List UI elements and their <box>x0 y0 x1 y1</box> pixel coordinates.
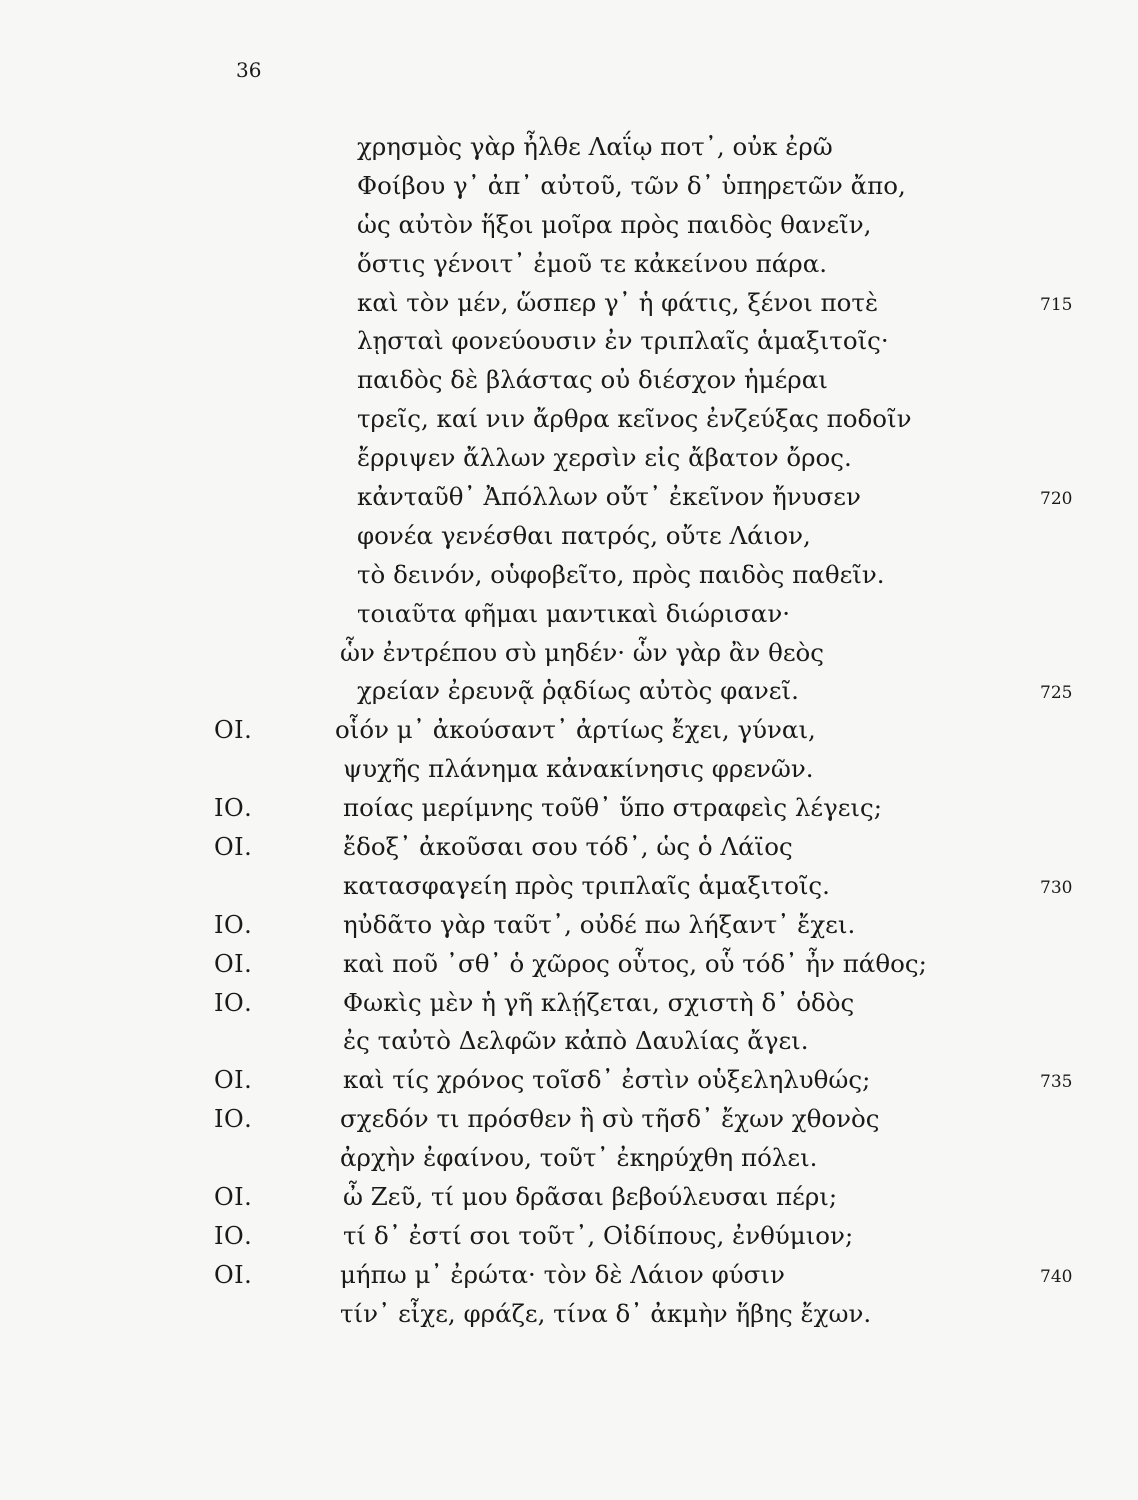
verse-line <box>0 711 1138 750</box>
speaker-label: ΙΟ. <box>214 1221 253 1250</box>
verse-text-line: καὶ τίς χρόνος τοῖσδ᾽ ἐστὶν οὑξεληλυθώς; <box>343 1065 871 1095</box>
verse-text-line: ηὐδᾶτο γὰρ ταῦτ᾽, οὐδέ πω λήξαντ᾽ ἔχει. <box>343 909 856 939</box>
verse-text-line: κἀνταῦθ᾽ Ἀπόλλων οὔτ᾽ ἐκεῖνον ἤνυσεν <box>357 482 861 512</box>
verse-text-line: καὶ τὸν μέν, ὥσπερ γ᾽ ἡ φάτις, ξένοι ποτὲ <box>357 287 879 317</box>
verse-text-line: Φωκὶς μὲν ἡ γῆ κλῄζεται, σχιστὴ δ᾽ ὁδὸς <box>343 987 855 1017</box>
page-number: 36 <box>236 58 262 82</box>
verse-text-line: ἐς ταὐτὸ Δελφῶν κἀπὸ Δαυλίας ἄγει. <box>343 1026 809 1056</box>
verse-text-line: Φοίβου γ᾽ ἀπ᾽ αὐτοῦ, τῶν δ᾽ ὑπηρετῶν ἄπο, <box>357 170 906 200</box>
speaker-label: ΙΟ. <box>214 910 253 939</box>
verse-text-line: ὧν ἐντρέπου σὺ μηδέν· ὧν γὰρ ἂν θεὸς <box>340 637 824 667</box>
verse-line <box>0 1022 1138 1061</box>
verse-text-line: ὅστις γένοιτ᾽ ἐμοῦ τε κἀκείνου πάρα. <box>357 248 828 278</box>
verse-text-line: χρησμὸς γὰρ ἦλθε Λαΐῳ ποτ᾽, οὐκ ἐρῶ <box>357 132 833 161</box>
verse-line <box>0 206 1138 245</box>
verse-line <box>0 284 1138 323</box>
verse-line <box>0 245 1138 284</box>
verse-line <box>0 400 1138 439</box>
verse-line <box>0 595 1138 634</box>
speaker-label: ΟΙ. <box>214 1066 253 1095</box>
verse-line <box>0 867 1138 906</box>
verse-text-line: τὸ δεινόν, οὑφοβεῖτο, πρὸς παιδὸς παθεῖν. <box>357 559 885 589</box>
verse-line <box>0 1178 1138 1217</box>
verse-text-line: μήπω μ᾽ ἐρώτα· τὸν δὲ Λάιον φύσιν <box>340 1259 785 1289</box>
verse-line <box>0 167 1138 206</box>
speaker-label: ΙΟ. <box>214 1105 253 1134</box>
verse-text-line: καὶ ποῦ ᾽σθ᾽ ὁ χῶρος οὗτος, οὗ τόδ᾽ ἦν πάθος; <box>343 948 927 978</box>
speaker-label: ΙΟ. <box>214 794 253 823</box>
speaker-label: ΙΟ. <box>214 988 253 1017</box>
verse-line <box>0 322 1138 361</box>
verse-line <box>0 1256 1138 1295</box>
speaker-label: ΟΙ. <box>214 949 253 978</box>
verse-line <box>0 1217 1138 1256</box>
line-number: 715 <box>1040 294 1073 315</box>
verse-line <box>0 1139 1138 1178</box>
verse-line <box>0 634 1138 673</box>
verse-line <box>0 1100 1138 1139</box>
verse-text-line: τί δ᾽ ἐστί σοι τοῦτ᾽, Οἰδίπους, ἐνθύμιον; <box>343 1220 854 1250</box>
speaker-label: ΟΙ. <box>214 1260 253 1289</box>
verse-line <box>0 439 1138 478</box>
verse-text-line: τρεῖς, καί νιν ἄρθρα κεῖνος ἐνζεύξας ποδοῖν <box>357 404 912 434</box>
verse-text-line: τίν᾽ εἶχε, φράζε, τίνα δ᾽ ἀκμὴν ἥβης ἔχων. <box>340 1298 872 1328</box>
verse-line <box>0 517 1138 556</box>
verse-line <box>0 1295 1138 1334</box>
verse-text-line: τοιαῦτα φῆμαι μαντικαὶ διώρισαν· <box>357 598 790 628</box>
line-number: 740 <box>1040 1266 1073 1287</box>
verse-text-line: οἷόν μ᾽ ἀκούσαντ᾽ ἀρτίως ἔχει, γύναι, <box>335 715 816 745</box>
verse-text-line: σχεδόν τι πρόσθεν ἢ σὺ τῆσδ᾽ ἔχων χθονὸς <box>340 1104 880 1134</box>
verse-line <box>0 361 1138 400</box>
verse-text-line: λῃσταὶ φονεύουσιν ἐν τριπλαῖς ἁμαξιτοῖς· <box>357 326 889 356</box>
verse-text-line: ψυχῆς πλάνημα κἀνακίνησις φρενῶν. <box>343 754 814 784</box>
verse-text-line: φονέα γενέσθαι πατρός, οὔτε Λάιον, <box>357 520 811 550</box>
verse-text-line: ὦ Ζεῦ, τί μου δρᾶσαι βεβούλευσαι πέρι; <box>343 1182 838 1212</box>
verse-line <box>0 906 1138 945</box>
speaker-label: ΟΙ. <box>214 716 253 745</box>
verse-line <box>0 945 1138 984</box>
line-number: 735 <box>1040 1072 1073 1093</box>
verse-line <box>0 672 1138 711</box>
verse-text-line: κατασφαγείη πρὸς τριπλαῖς ἁμαξιτοῖς. <box>343 870 830 900</box>
verse-line <box>0 128 1138 167</box>
verse-text-line: χρείαν ἐρευνᾷ ῥᾳδίως αὐτὸς φανεῖ. <box>357 676 799 706</box>
verse-line <box>0 1061 1138 1100</box>
verse-text <box>0 128 1138 1334</box>
verse-text-line: ὡς αὐτὸν ἥξοι μοῖρα πρὸς παιδὸς θανεῖν, <box>357 209 872 239</box>
verse-line <box>0 984 1138 1023</box>
line-number: 730 <box>1040 877 1073 898</box>
verse-line <box>0 750 1138 789</box>
line-number: 725 <box>1040 683 1073 704</box>
verse-text-line: ἔρριψεν ἄλλων χερσὶν εἰς ἄβατον ὄρος. <box>357 443 852 473</box>
line-number: 720 <box>1040 489 1073 510</box>
verse-text-line: ἀρχὴν ἐφαίνου, τοῦτ᾽ ἐκηρύχθη πόλει. <box>340 1143 818 1173</box>
verse-line <box>0 789 1138 828</box>
verse-text-line: ποίας μερίμνης τοῦθ᾽ ὕπο στραφεὶς λέγεις; <box>343 793 882 823</box>
verse-line <box>0 478 1138 517</box>
speaker-label: ΟΙ. <box>214 1183 253 1212</box>
speaker-label: ΟΙ. <box>214 833 253 862</box>
verse-text-line: παιδὸς δὲ βλάστας οὐ διέσχον ἡμέραι <box>357 365 828 395</box>
verse-line <box>0 828 1138 867</box>
verse-text-line: ἔδοξ᾽ ἀκοῦσαι σου τόδ᾽, ὡς ὁ Λάϊος <box>343 832 793 862</box>
verse-line <box>0 556 1138 595</box>
